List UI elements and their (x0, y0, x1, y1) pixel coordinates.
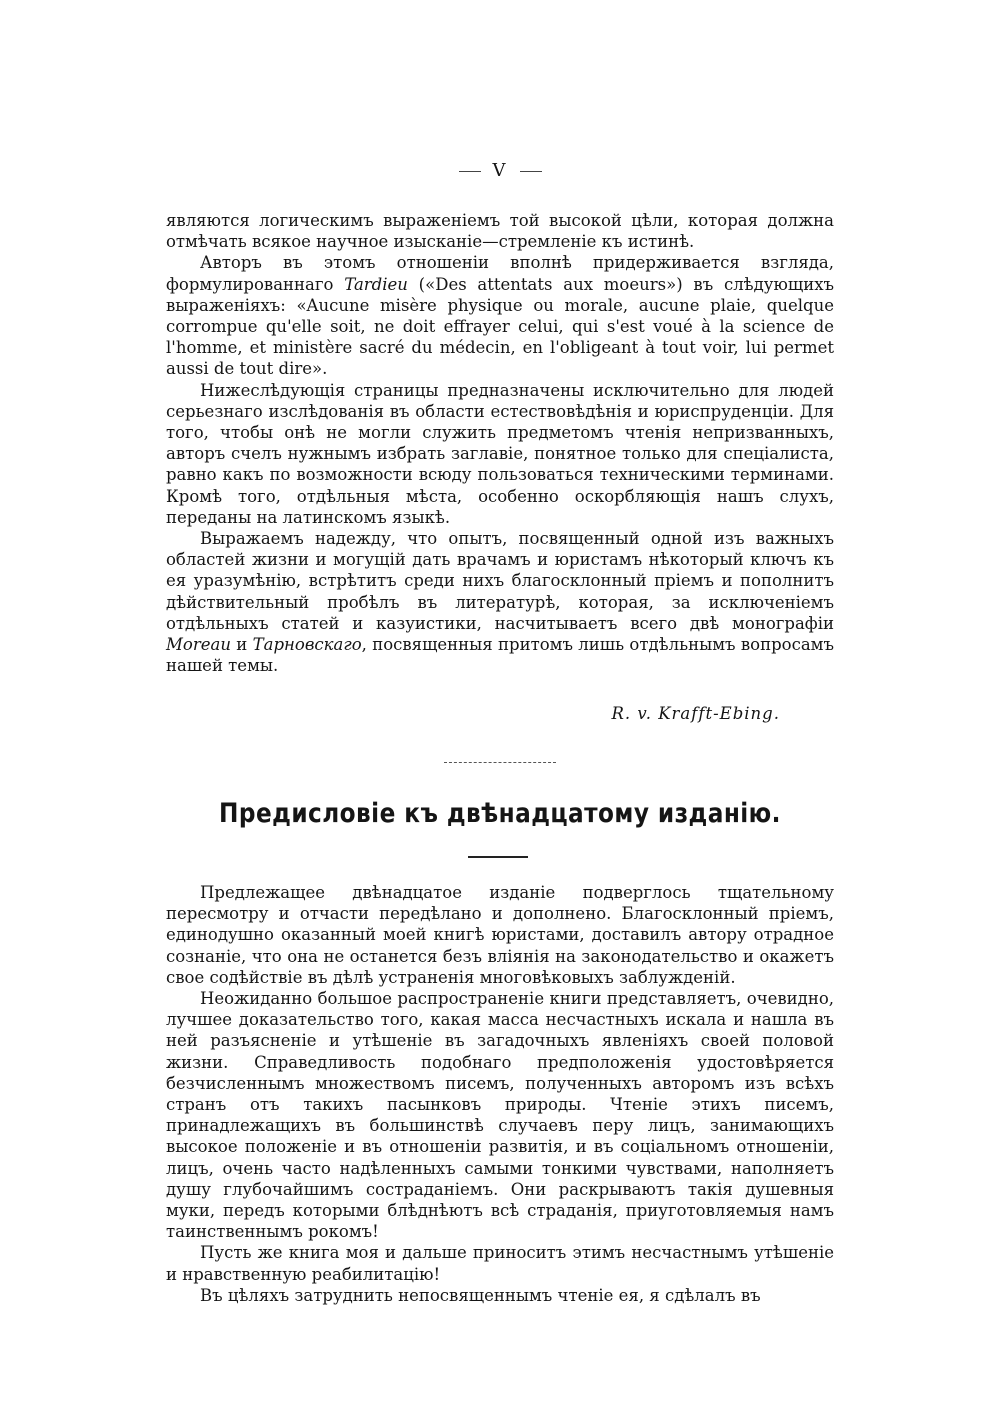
paragraph: Предлежащее двѣнадцатое изданіе подверглось тщательному пересмотру и отчасти передѣлано и дополнено. Благосклонный пріемъ, единодушно оказанный моей книгѣ юристами, доставилъ автору отрадное сознаніе, что она не останется безъ вліянія на законодательство и окажетъ свое содѣйствіе въ дѣлѣ устраненія многовѣковыхъ заблужденій. (166, 883, 834, 987)
page-number: V (492, 160, 508, 181)
paragraph-text: , посвященныя притомъ лишь отдѣльнымъ вопросамъ нашей темы. (166, 635, 834, 676)
preface-continuation (166, 210, 834, 676)
paragraph: Въ цѣляхъ затруднить непосвященнымъ чтеніе ея, я сдѣлалъ въ (200, 1285, 761, 1305)
author-name: Тарновскаго (252, 635, 362, 655)
paragraph-text: Выражаемъ надежду, что опытъ, посвященный одной изъ важныхъ областей жизни и могущій дать врачамъ и юристамъ нѣкоторый ключъ къ ея уразумѣнію, встрѣтитъ среди нихъ благосклонный пріемъ и пополнитъ дѣйствительный пробѣлъ въ литературѣ, которая, за исключеніемъ отдѣльныхъ статей и казуистики, насчитываетъ всего двѣ монографіи (166, 529, 834, 633)
heading-rule (468, 856, 528, 858)
paragraph (166, 528, 834, 676)
paragraph-text: Авторъ въ этомъ отношеніи вполнѣ придерживается взгляда, формулированнаго (166, 253, 834, 294)
paragraph: Неожиданно большое распространеніе книги представляетъ, очевидно, лучшее доказательство того, какая масса несчастныхъ искала и нашла въ ней разъясненіе и утѣшеніе въ загадочныхъ явленіяхъ своей половой жизни. Справедливость подобнаго предположенія удостовѣряется безчисленнымъ множествомъ писемъ, полученныхъ авторомъ изъ всѣхъ странъ отъ такихъ пасынковъ природы. Чтеніе этихъ писемъ, принадлежащихъ въ большинствѣ случаевъ перу лицъ, занимающихъ высокое положеніе и въ отношеніи развитія, и въ соціальномъ отношеніи, лицъ, очень часто надѣленныхъ самыми тонкими чувствами, наполняетъ душу глубочайшимъ состраданіемъ. Они раскрываютъ такія душевныя муки, передъ которыми блѣднѣютъ всѣ страданія, приуготовляемыя намъ таинственнымъ рокомъ! (166, 989, 834, 1242)
paragraph-text: («Des attentats aux moeurs») въ слѣдующихъ выраженіяхъ: «Aucune misère physique ou morale, aucune plaie, quelque corrompue qu'elle soit, ne doit effrayer celui, qui s'est voué à la science de l'homme, et ministère sacré du médecin, en l'obligeant à tout voir, lui permet aussi de tout dire». (166, 274, 834, 379)
paragraph: являются логическимъ выраженіемъ той высокой цѣли, которая должна отмѣчать всякое научное изысканіе—стремленіе къ истинѣ. (166, 211, 834, 252)
paragraph: Пусть же книга моя и дальше приноситъ этимъ несчастнымъ утѣшеніе и нравственную реабилитацію! (166, 1243, 834, 1284)
twelfth-edition-preface (166, 882, 834, 1306)
signature: R. v. Krafft-Ebing. (611, 704, 780, 723)
section-heading: Предисловіе къ двѣнадцатому изданію. (219, 798, 781, 829)
section-divider (444, 762, 556, 763)
page-header (0, 160, 1000, 181)
paragraph: Нижеслѣдующія страницы предназначены исключительно для людей серьезнаго изслѣдованія въ области естествовѣдѣнія и юриспруденціи. Для того, чтобы онѣ не могли служить предметомъ чтенія непризванныхъ, авторъ счелъ нужнымъ избрать заглавіе, понятное только для спеціалиста, равно какъ по возможности всюду пользоваться техническими терминами. Кромѣ того, отдѣльныя мѣста, особенно оскорбляющія нашъ слухъ, переданы на латинскомъ языкѣ. (166, 380, 834, 527)
header-dash-left (459, 171, 481, 172)
author-name: Moreau (166, 635, 231, 655)
paragraph (166, 252, 834, 379)
author-name: Tardieu (344, 274, 408, 294)
header-dash-right (520, 171, 542, 172)
paragraph-text: и (230, 635, 253, 655)
